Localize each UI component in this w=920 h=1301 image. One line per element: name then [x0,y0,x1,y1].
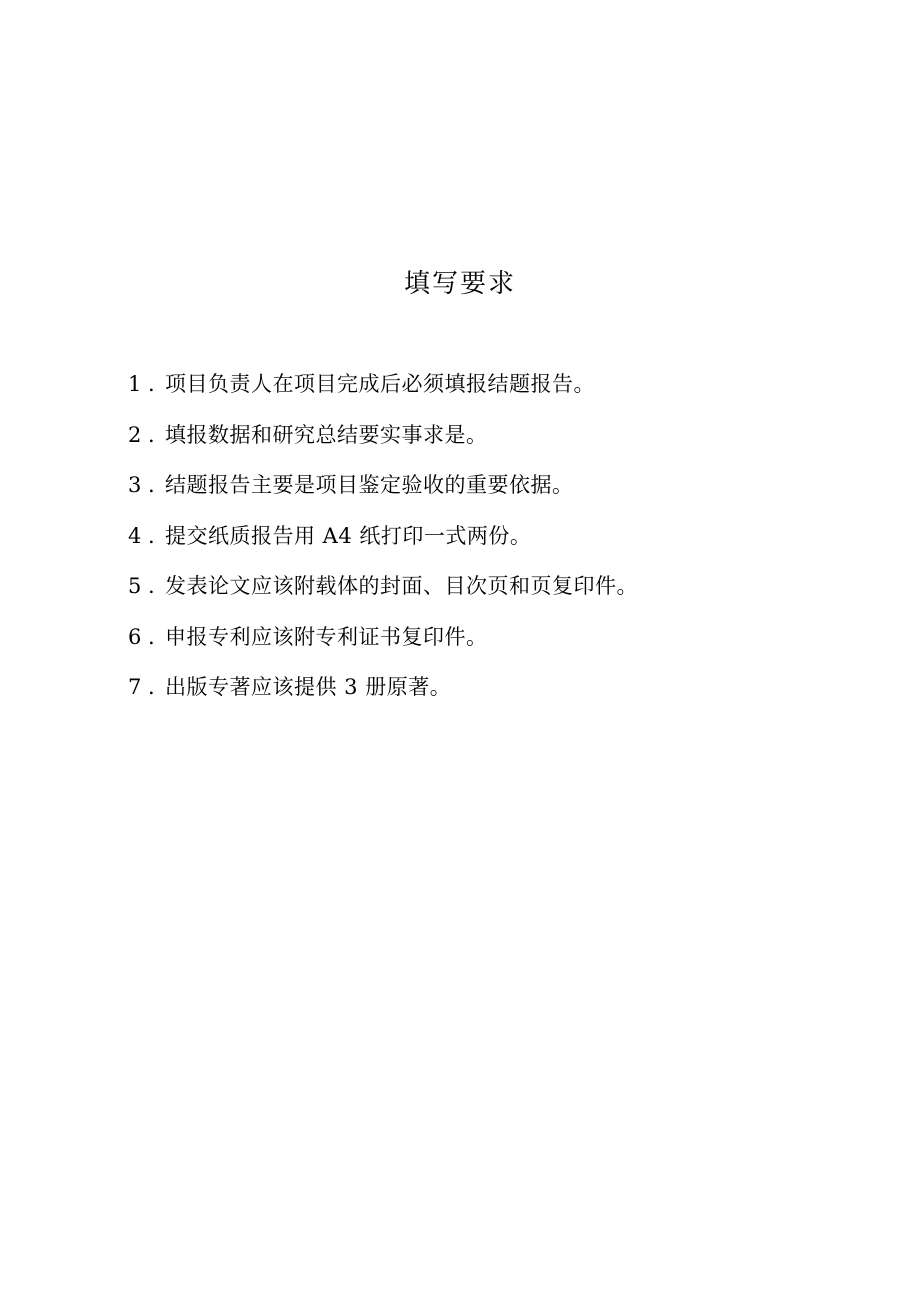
requirement-number: 1 . [128,372,155,396]
requirement-number: 6 . [128,624,155,649]
requirements-list [128,366,848,720]
requirement-text: 申报专利应该附专利证书复印件。 [165,624,488,649]
requirement-item-6 [128,619,848,670]
requirement-item-7 [128,669,848,720]
requirement-item-1 [128,366,848,417]
requirement-number: 3 . [128,473,155,497]
requirement-item-5 [128,568,848,619]
requirement-item-2 [128,417,848,468]
requirement-number: 5 . [128,574,155,598]
requirement-text: 提交纸质报告用 A4 纸打印一式两份。 [165,523,532,548]
requirement-item-4 [128,518,848,569]
page-title: 填写要求 [403,269,516,299]
requirement-text: 结题报告主要是项目鉴定验收的重要依据。 [165,473,574,497]
requirement-item-3 [128,467,848,518]
requirement-text: 出版专著应该提供 3 册原著。 [165,675,452,699]
requirement-number: 4 . [128,523,155,548]
requirement-text: 填报数据和研究总结要实事求是。 [165,422,488,447]
requirement-text: 项目负责人在项目完成后必须填报结题报告。 [165,372,595,396]
requirement-text: 发表论文应该附载体的封面、目次页和页复印件。 [165,574,638,598]
requirement-number: 7 . [128,675,155,699]
requirement-number: 2 . [128,422,155,447]
